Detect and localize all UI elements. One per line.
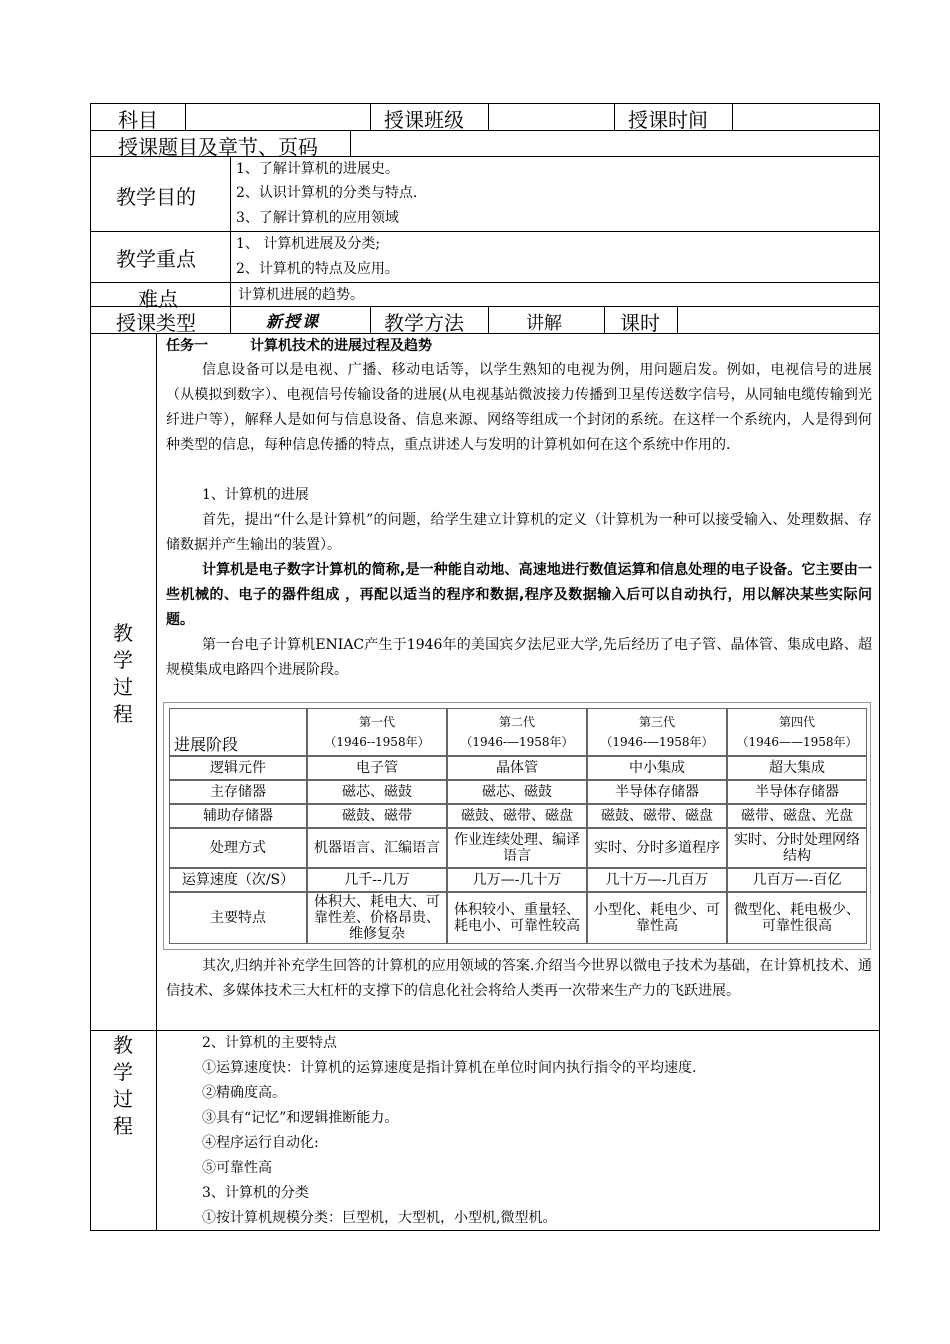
time-label: 授课时间 xyxy=(628,108,708,132)
gen-header-3 xyxy=(587,708,727,756)
class-label: 授课班级 xyxy=(384,108,464,132)
section2-line-3: ②精确度高。 xyxy=(202,1085,286,1101)
table-cell: 体积大、耗电大、可靠性差、价格昂贵、维修复杂 xyxy=(307,892,447,944)
section2-line-6: ⑤可靠性高 xyxy=(202,1160,272,1176)
topic-label: 授课题目及章节、页码 xyxy=(118,135,318,159)
section2-line-1: 2、计算机的主要特点 xyxy=(202,1035,337,1051)
table-cell: 作业连续处理、编译语言 xyxy=(447,828,587,868)
gen-1-years: （1946--1958年） xyxy=(324,735,430,749)
table-cell: 实时、分时多道程序 xyxy=(587,828,727,868)
table-cell: 磁芯、磁鼓 xyxy=(307,780,447,804)
gen-2-name: 第二代 xyxy=(498,715,535,729)
table-cell: 几十万—-几百万 xyxy=(587,868,727,892)
task1-paragraph-2: 首先，提出“什么是计算机”的问题，给学生建立计算机的定义（计算机为一种可以接受输入、处理数据、存储数据并产生输出的装置）。 xyxy=(166,512,872,553)
gen-1-name: 第一代 xyxy=(358,715,395,729)
task1-paragraph-5: 其次,归纳并补充学生回答的计算机的应用领域的答案.介绍当今世界以微电子技术为基础，在计算机技术、通信技术、多媒体技术三大杠杆的支撑下的信息化社会将给人类再一次带来生产力的飞跃进展。 xyxy=(166,958,872,999)
subject-label: 科目 xyxy=(118,108,158,132)
gen-2-years: （1946-—1958年） xyxy=(460,735,574,749)
task1-paragraph-1: 信息设备可以是电视、广播、移动电话等，以学生熟知的电视为例，用问题启发。例如，电视信号的进展（从模拟到数字）、电视信号传输设备的进展(从电视基站微波接力传播到卫星传送数字信号，从同轴电缆传输到光纤进户等），解释人是如何与信息设备、信息来源、网络等组成一个封闭的系统。在这样一个系统内，人是得到何种类型的信息，每种信息传播的特点，重点讲述人与发明的计算机如何在这个系统中作用的. xyxy=(166,362,872,453)
table-cell: 电子管 xyxy=(307,756,447,780)
method-label: 教学方法 xyxy=(384,311,464,335)
table-corner-cell: 进展阶段 xyxy=(169,708,307,756)
objectives-label: 教学目的 xyxy=(116,185,196,209)
table-cell: 几百万—-百亿 xyxy=(727,868,867,892)
type-label: 授课类型 xyxy=(116,311,196,335)
table-cell: 半导体存储器 xyxy=(727,780,867,804)
table-cell: 磁鼓、磁带、磁盘 xyxy=(587,804,727,828)
table-cell: 中小集成 xyxy=(587,756,727,780)
keypoints-label: 教学重点 xyxy=(116,247,196,271)
row-label-speed: 运算速度（次/S） xyxy=(169,868,307,892)
section2-line-2: ①运算速度快：计算机的运算速度是指计算机在单位时间内执行指令的平均速度. xyxy=(202,1060,697,1076)
gen-4-years: （1946——1958年） xyxy=(736,735,858,749)
generation-table xyxy=(163,702,871,950)
task1-subheading-1: 1、计算机的进展 xyxy=(202,487,309,503)
table-cell: 机器语言、汇编语言 xyxy=(307,828,447,868)
keypoint-2: 2、计算机的特点及应用。 xyxy=(236,261,399,277)
task1-title: 任务一 xyxy=(166,338,208,354)
gen-3-years: （1946-—1958年） xyxy=(600,735,714,749)
section2-line-4: ③具有“记忆”和逻辑推断能力。 xyxy=(202,1110,399,1126)
table-cell: 磁鼓、磁带、磁盘 xyxy=(447,804,587,828)
gen-3-name: 第三代 xyxy=(638,715,675,729)
table-cell: 磁芯、磁鼓 xyxy=(447,780,587,804)
process-label-1: 教学过程 xyxy=(113,621,133,726)
gen-header-2 xyxy=(447,708,587,756)
hours-label: 课时 xyxy=(620,311,660,335)
task1-paragraph-4: 第一台电子计算机ENIAC产生于1946年的美国宾夕法尼亚大学,先后经历了电子管、晶体管、集成电路、超规模集成电路四个进展阶段。 xyxy=(166,637,872,678)
keypoint-1: 1、 计算机进展及分类; xyxy=(236,236,381,252)
gen-header-1 xyxy=(307,708,447,756)
gen-header-4 xyxy=(727,708,867,756)
method-value: 讲解 xyxy=(526,313,562,334)
gen-4-name: 第四代 xyxy=(778,715,815,729)
difficulty-label: 难点 xyxy=(138,287,178,311)
section2-line-5: ④程序运行自动化: xyxy=(202,1135,319,1151)
table-cell: 微型化、耗电极少、可靠性很高 xyxy=(727,892,867,944)
row-label-logic: 逻辑元件 xyxy=(169,756,307,780)
row-label-main-memory: 主存储器 xyxy=(169,780,307,804)
task1-heading: 计算机技术的进展过程及趋势 xyxy=(250,338,432,354)
difficulty-value: 计算机进展的趋势。 xyxy=(238,287,364,303)
objective-2: 2、认识计算机的分类与特点. xyxy=(236,185,418,201)
objective-3: 3、了解计算机的应用领域 xyxy=(236,210,399,226)
row-label-processing: 处理方式 xyxy=(169,828,307,868)
table-cell: 体积较小、重量轻、耗电小、可靠性较高 xyxy=(447,892,587,944)
table-cell: 实时、分时处理网络结构 xyxy=(727,828,867,868)
task1-definition: 计算机是电子数字计算机的简称,是一种能自动地、高速地进行数值运算和信息处理的电子设备。它主要由一些机械的、电子的器件组成 ，再配以适当的程序和数据,程序及数据输入后可以自动执行，用以解决某些实际问题。 xyxy=(166,562,872,628)
table-cell: 超大集成 xyxy=(727,756,867,780)
table-cell: 磁带、磁盘、光盘 xyxy=(727,804,867,828)
table-cell: 半导体存储器 xyxy=(587,780,727,804)
row-label-aux-memory: 辅助存储器 xyxy=(169,804,307,828)
table-cell: 几千--几万 xyxy=(307,868,447,892)
section2-line-8: ①按计算机规模分类：巨型机，大型机，小型机,微型机。 xyxy=(202,1210,557,1226)
process-label-2: 教学过程 xyxy=(113,1033,133,1138)
type-value: 新授课 xyxy=(266,312,321,331)
table-cell: 几万—-几十万 xyxy=(447,868,587,892)
section2-line-7: 3、计算机的分类 xyxy=(202,1185,309,1201)
table-cell: 晶体管 xyxy=(447,756,587,780)
table-cell: 磁鼓、磁带 xyxy=(307,804,447,828)
row-label-features: 主要特点 xyxy=(169,892,307,944)
objective-1: 1、了解计算机的进展史。 xyxy=(236,161,399,177)
table-cell: 小型化、耗电少、可靠性高 xyxy=(587,892,727,944)
